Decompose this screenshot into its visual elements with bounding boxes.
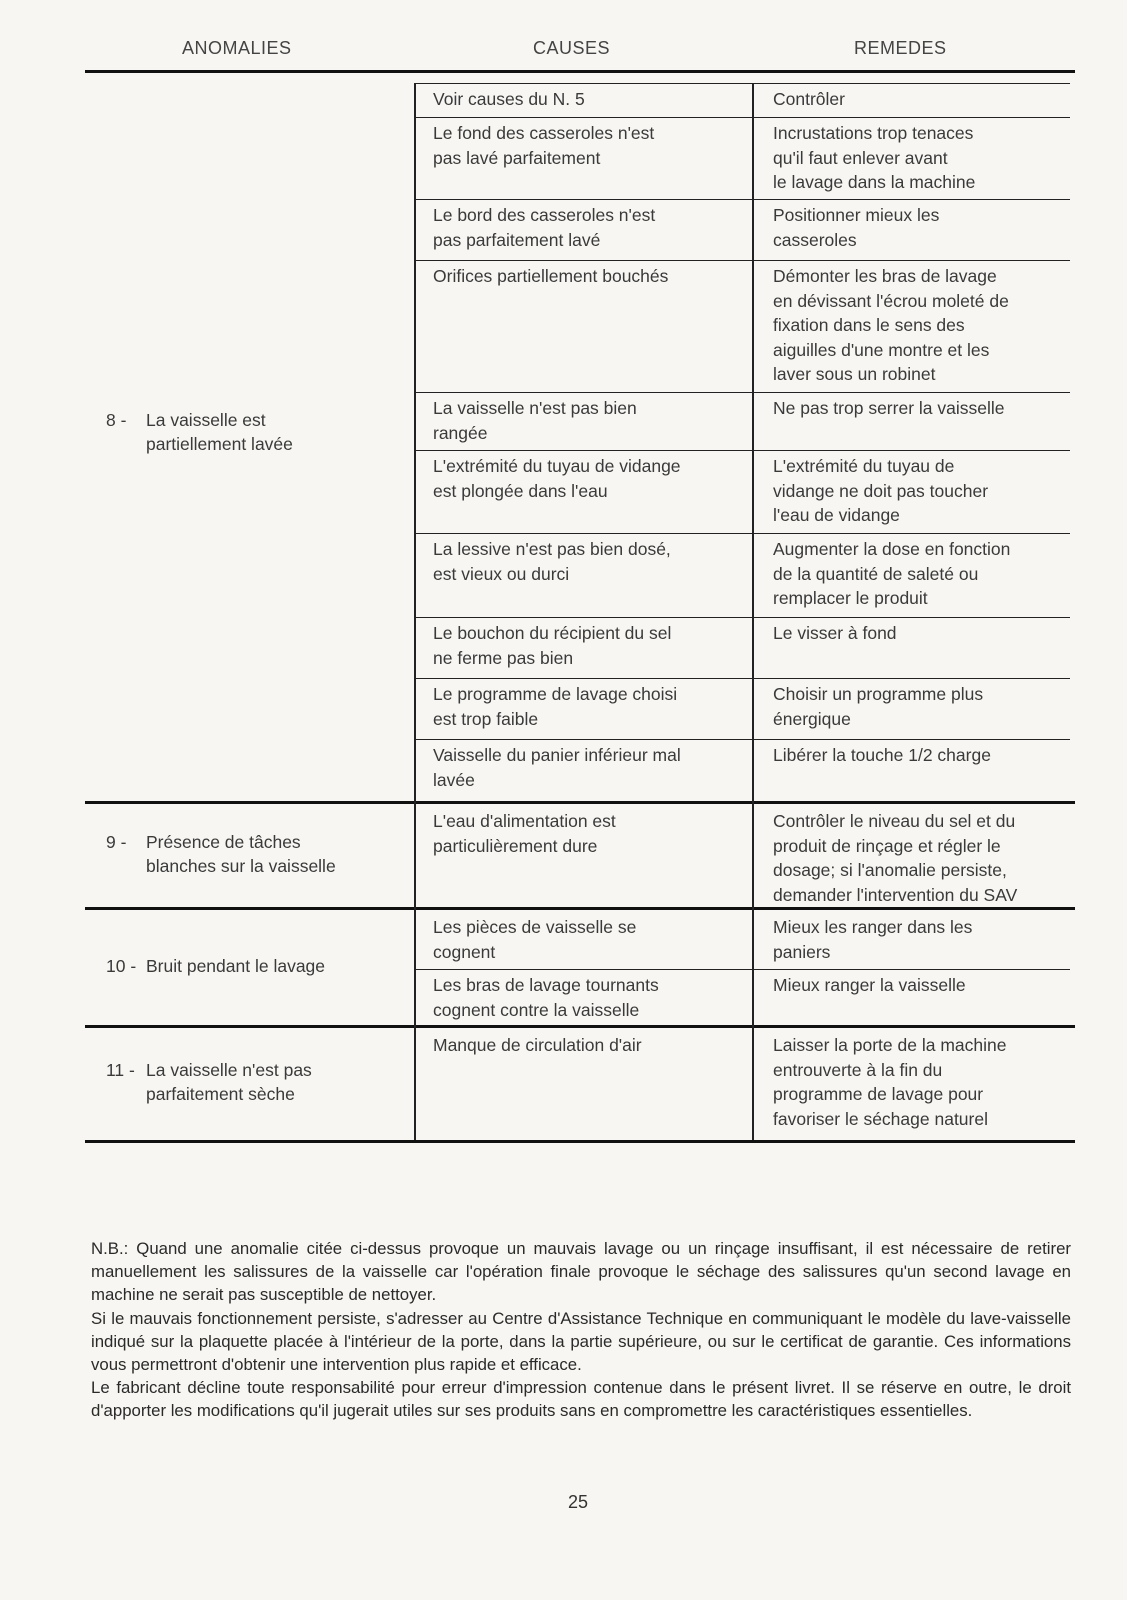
row-divider [414,450,1070,451]
anomaly-number: 11 - [106,1060,135,1080]
remedy-cell: Libérer la touche 1/2 charge [773,745,991,765]
remedy-cell: Démonter les bras de lavage en dévissant l'écrou moleté de fixation dans le sens des aiguilles d'une montre et les laver sous un robinet [773,266,1009,384]
header-rule [85,70,1075,73]
anomaly-number: 8 - [106,410,127,430]
anomaly-label: Présence de tâches blanches sur la vaisselle [146,832,336,876]
cause-cell: Le bouchon du récipient du sel ne ferme pas bien [433,623,672,668]
header-anomalies: ANOMALIES [182,38,292,58]
column-divider [414,801,416,907]
remedy-cell: Augmenter la dose en fonction de la quantité de saleté ou remplacer le produit [773,539,1011,608]
column-divider [752,801,754,907]
anomaly-9 [0,830,414,890]
cause-cell: Orifices partiellement bouchés [433,266,669,286]
row-divider [414,617,1070,618]
page-number: 25 [568,1492,589,1512]
row-divider [414,199,1070,200]
column-divider [752,83,754,801]
column-divider [752,1025,754,1140]
row-divider [414,392,1070,393]
anomaly-8 [0,408,414,468]
remedy-cell: Ne pas trop serrer la vaisselle [773,398,1005,418]
row-divider [414,678,1070,679]
header-causes: CAUSES [533,38,611,58]
remedy-cell: Contrôler [773,89,845,109]
group-rule [85,907,1075,910]
group-rule [85,1140,1075,1143]
group-rule [85,801,1075,804]
remedy-cell: Mieux ranger la vaisselle [773,975,966,995]
row-divider [414,533,1070,534]
remedy-cell: Choisir un programme plus énergique [773,684,984,729]
anomaly-number: 10 - [106,956,137,976]
remedy-cell: Positionner mieux les casseroles [773,205,940,250]
cause-cell: Le bord des casseroles n'est pas parfaitement lavé [433,205,656,250]
column-divider [414,1025,416,1140]
remedy-cell: Contrôler le niveau du sel et du produit de rinçage et régler le dosage; si l'anomalie persiste, demander l'intervention du SAV [773,811,1018,905]
anomaly-label: La vaisselle n'est pas parfaitement sèche [146,1060,312,1104]
row-divider [414,260,1070,261]
anomaly-label: La vaisselle est partiellement lavée [146,410,293,454]
column-divider [414,907,416,1025]
anomaly-11 [0,1058,414,1118]
header-remedes: REMEDES [854,38,947,58]
row-divider [414,969,1070,970]
cause-cell: L'eau d'alimentation est particulièrement dure [433,811,616,856]
cause-cell: Manque de circulation d'air [433,1035,642,1055]
cause-cell: Le fond des casseroles n'est pas lavé parfaitement [433,123,655,168]
row-divider [414,739,1070,740]
note-nb: N.B.: Quand une anomalie citée ci-dessus provoque un mauvais lavage ou un rinçage insuffisant, il est nécessaire de retirer manuellement les salissures de la vaisselle car l'opération finale provoque le séchage des salissures qu'un second lavage en machine ne serait pas susceptible de nettoyer. [91,1239,1071,1305]
column-divider [752,907,754,1025]
row-divider [414,117,1070,118]
remedy-cell: Le visser à fond [773,623,897,643]
cause-cell: La lessive n'est pas bien dosé, est vieux ou durci [433,539,671,584]
cause-cell: L'extrémité du tuyau de vidange est plongée dans l'eau [433,456,681,501]
note-disclaimer: Le fabricant décline toute responsabilité pour erreur d'impression contenue dans le présent livret. Il se réserve en outre, le droit d'apporter les modifications qu'il jugerait utiles sur ses produits sans en compromettre les caractéristiques essentielles. [91,1378,1071,1421]
footnotes [91,1237,1071,1423]
anomaly-label: Bruit pendant le lavage [146,956,326,976]
cause-cell: Les pièces de vaisselle se cognent [433,917,637,962]
remedy-cell: Mieux les ranger dans les paniers [773,917,973,962]
cause-cell: La vaisselle n'est pas bien rangée [433,398,637,443]
cause-cell: Voir causes du N. 5 [433,89,585,109]
remedy-cell: Incrustations trop tenaces qu'il faut enlever avant le lavage dans la machine [773,123,976,192]
cause-cell: Les bras de lavage tournants cognent contre la vaisselle [433,975,659,1020]
anomaly-10 [0,954,414,1014]
column-divider [414,83,416,801]
cause-cell: Le programme de lavage choisi est trop faible [433,684,678,729]
note-support: Si le mauvais fonctionnement persiste, s'adresser au Centre d'Assistance Technique en communiquant le modèle du lave-vaisselle indiqué sur la plaquette placée à l'intérieur de la porte, dans la partie supérieure, ou sur le certificat de garantie. Ces informations vous permettront d'obtenir une intervention plus rapide et efficace. [91,1308,1071,1375]
group-rule [85,1025,1075,1028]
anomaly-number: 9 - [106,832,127,852]
cause-cell: Vaisselle du panier inférieur mal lavée [433,745,681,790]
remedy-cell: L'extrémité du tuyau de vidange ne doit pas toucher l'eau de vidange [773,456,989,525]
row-divider [414,83,1070,84]
remedy-cell: Laisser la porte de la machine entrouverte à la fin du programme de lavage pour favoriser le séchage naturel [773,1035,1007,1129]
